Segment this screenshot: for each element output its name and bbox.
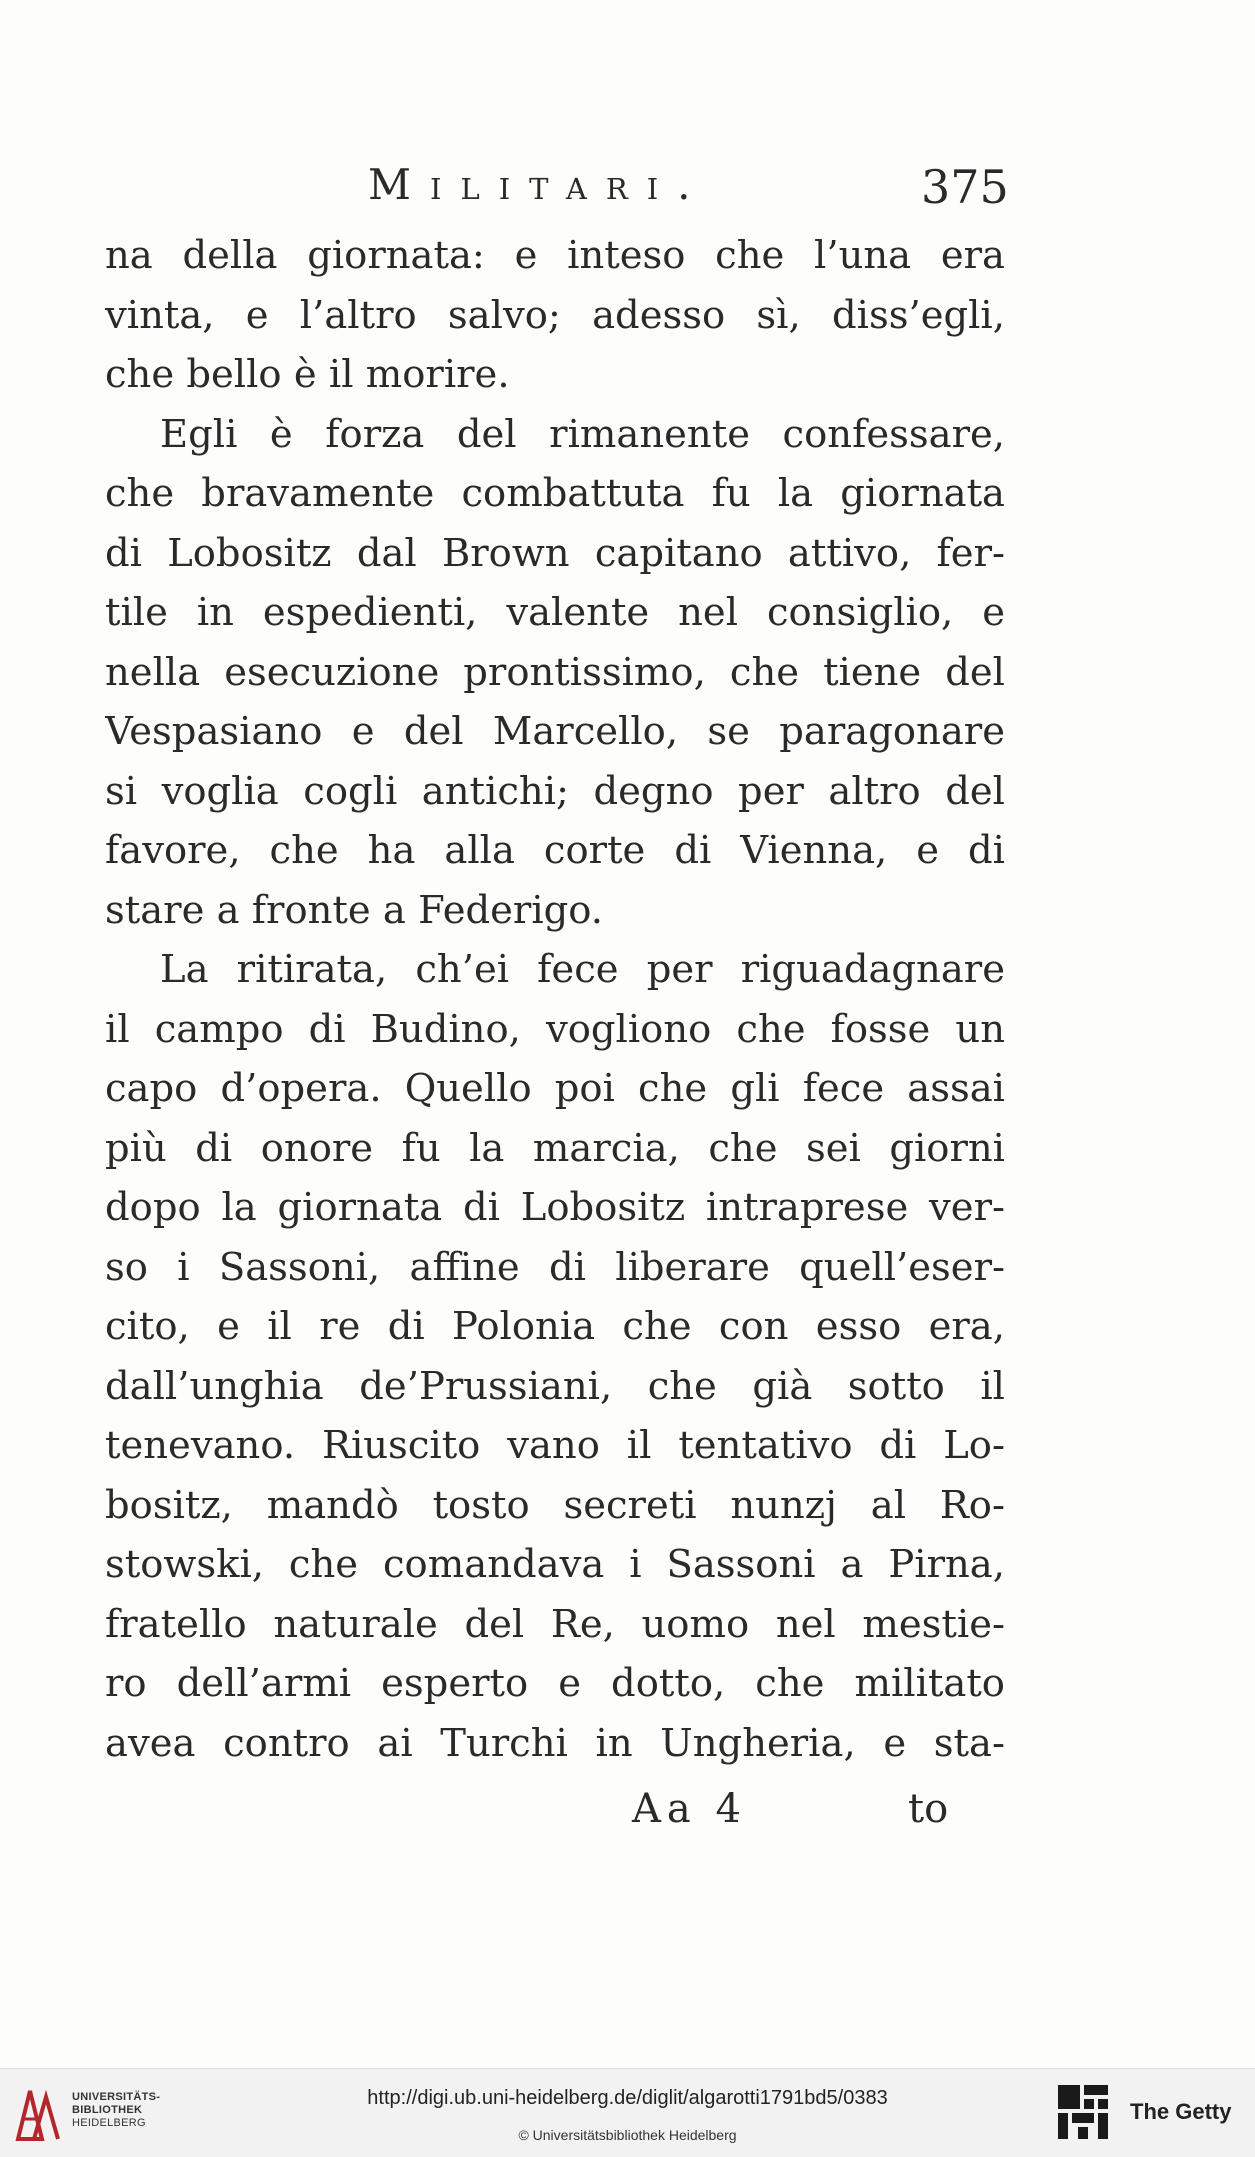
text-line: ro dell’armi esperto e dotto, che militato <box>105 1661 1005 1706</box>
text-line: che bravamente combattuta fu la giornata <box>105 471 1005 516</box>
text-line: si voglia cogli antichi; degno per altro del <box>105 768 1005 814</box>
text-line: nella esecuzione prontissimo, che tiene del <box>105 649 1005 695</box>
permalink-url[interactable]: http://digi.ub.uni-heidelberg.de/diglit/algarotti1791bd5/0383 <box>367 2087 888 2109</box>
catchword: to <box>908 1786 949 1832</box>
text-line: tenevano. Riuscito vano il tentativo di Lo- <box>105 1423 1005 1468</box>
text-line: di Lobositz dal Brown capitano attivo, fer- <box>105 530 1005 576</box>
getty-logo-icon <box>1056 2083 1110 2143</box>
page-footer <box>0 1786 1255 1846</box>
text-line: cito, e il re di Polonia che con esso era, <box>105 1304 1005 1349</box>
text-line: capo d’opera. Quello poi che gli fece assai <box>105 1066 1005 1111</box>
signature-mark: Aa 4 <box>632 1786 747 1832</box>
text-line: più di onore fu la marcia, che sei giorni <box>105 1125 1005 1171</box>
text-line: stowski, che comandava i Sassoni a Pirna, <box>105 1542 1005 1587</box>
text-line: il campo di Budino, vogliono che fosse un <box>105 1006 1005 1052</box>
text-line: avea contro ai Turchi in Ungheria, e sta- <box>105 1720 1005 1766</box>
running-title: Militari. <box>368 160 710 209</box>
text-line: bositz, mandò tosto secreti nunzj al Ro- <box>105 1482 1005 1528</box>
text-line: Egli è forza del rimanente confessare, <box>160 411 1005 457</box>
university-name-line: UNIVERSITÄTS- <box>72 2091 161 2103</box>
text-line: che bello è il morire. <box>105 352 510 397</box>
body-text <box>105 226 1005 1773</box>
text-line: stare a fronte a Federigo. <box>105 887 604 933</box>
page-number: 375 <box>921 160 1009 214</box>
text-line: na della giornata: e inteso che l’una era <box>105 233 1005 278</box>
text-line: fratello naturale del Re, uomo nel mestie- <box>105 1601 1005 1647</box>
copyright-notice: © Universitätsbibliothek Heidelberg <box>518 2127 737 2143</box>
running-head <box>0 160 1255 220</box>
viewer-footer-bar <box>0 2068 1255 2157</box>
text-line: dopo la giornata di Lobositz intraprese ver- <box>105 1185 1005 1230</box>
text-line: vinta, e l’altro salvo; adesso sì, diss’egli, <box>105 292 1005 338</box>
text-line: dall’unghia de’Prussiani, che già sotto il <box>105 1363 1005 1409</box>
university-name-line: HEIDELBERG <box>72 2117 146 2129</box>
text-line: Vespasiano e del Marcello, se paragonare <box>105 709 1005 754</box>
text-line: La ritirata, ch’ei fece per riguadagnare <box>160 947 1005 992</box>
university-name-line: BIBLIOTHEK <box>72 2104 143 2116</box>
partner-name: The Getty <box>1130 2099 1232 2124</box>
text-line: so i Sassoni, affine di liberare quell’eser- <box>105 1244 1005 1290</box>
text-line: tile in espedienti, valente nel consiglio, e <box>105 590 1005 635</box>
text-line: favore, che ha alla corte di Vienna, e di <box>105 828 1005 873</box>
